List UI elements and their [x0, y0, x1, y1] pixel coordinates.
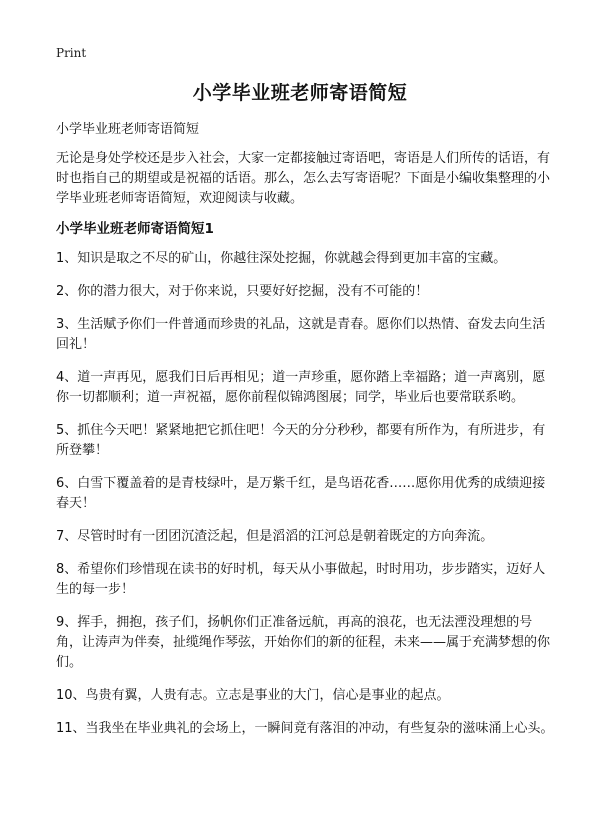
article-body [56, 120, 556, 752]
article-subtitle: 小学毕业班老师寄语简短 [56, 122, 200, 137]
list-item: 4、道一声再见，愿我们日后再相见；道一声珍重，愿你踏上幸福路；道一声离别，愿你一切都顺利；道一声祝福，愿你前程似锦鸿图展；同学，毕业后也要常联系哟。 [56, 370, 546, 405]
list-item: 6、白雪下覆盖着的是青枝绿叶，是万紫千红，是鸟语花香……愿你用优秀的成绩迎接春天！ [56, 476, 546, 511]
list-item: 1、知识是取之不尽的矿山，你越往深处挖掘，你就越会得到更加丰富的宝藏。 [56, 251, 507, 266]
section-heading: 小学毕业班老师寄语简短1 [56, 221, 214, 237]
list-item: 7、尽管时时有一团团沉渣泛起，但是滔滔的江河总是朝着既定的方向奔流。 [56, 529, 494, 544]
list-item: 5、抓住今天吧！紧紧地把它抓住吧！今天的分分秒秒，都要有所作为，有所进步，有所登攀！ [56, 423, 546, 458]
list-item: 10、鸟贵有翼，人贵有志。立志是事业的大门，信心是事业的起点。 [56, 688, 450, 703]
list-item: 2、你的潜力很大，对于你来说，只要好好挖掘，没有不可能的！ [56, 284, 429, 299]
intro-paragraph: 无论是身处学校还是步入社会，大家一定都接触过寄语吧，寄语是人们所传的话语，有时也指自己的期望或是祝福的话语。那么，怎么去写寄语呢？下面是小编收集整理的小学毕业班老师寄语简短，欢迎阅读与收藏。 [56, 151, 551, 206]
list-item: 3、生活赋予你们一件普通而珍贵的礼品，这就是青春。愿你们以热情、奋发去向生活回礼！ [56, 317, 546, 352]
print-link[interactable]: Print [56, 46, 87, 60]
list-item: 11、当我坐在毕业典礼的会场上，一瞬间竟有落泪的冲动，有些复杂的滋味涌上心头。 [56, 721, 554, 736]
list-item: 8、希望你们珍惜现在读书的好时机，每天从小事做起，时时用功，步步踏实，迈好人生的每一步！ [56, 562, 546, 597]
page-title: 小学毕业班老师寄语简短 [192, 82, 408, 104]
list-item: 9、挥手，拥抱，孩子们，扬帆你们正准备远航，再高的浪花，也无法湮没理想的号角，让涛声为伴奏，扯缆绳作琴弦，开始你们的新的征程，未来——属于充满梦想的你们。 [56, 615, 551, 670]
